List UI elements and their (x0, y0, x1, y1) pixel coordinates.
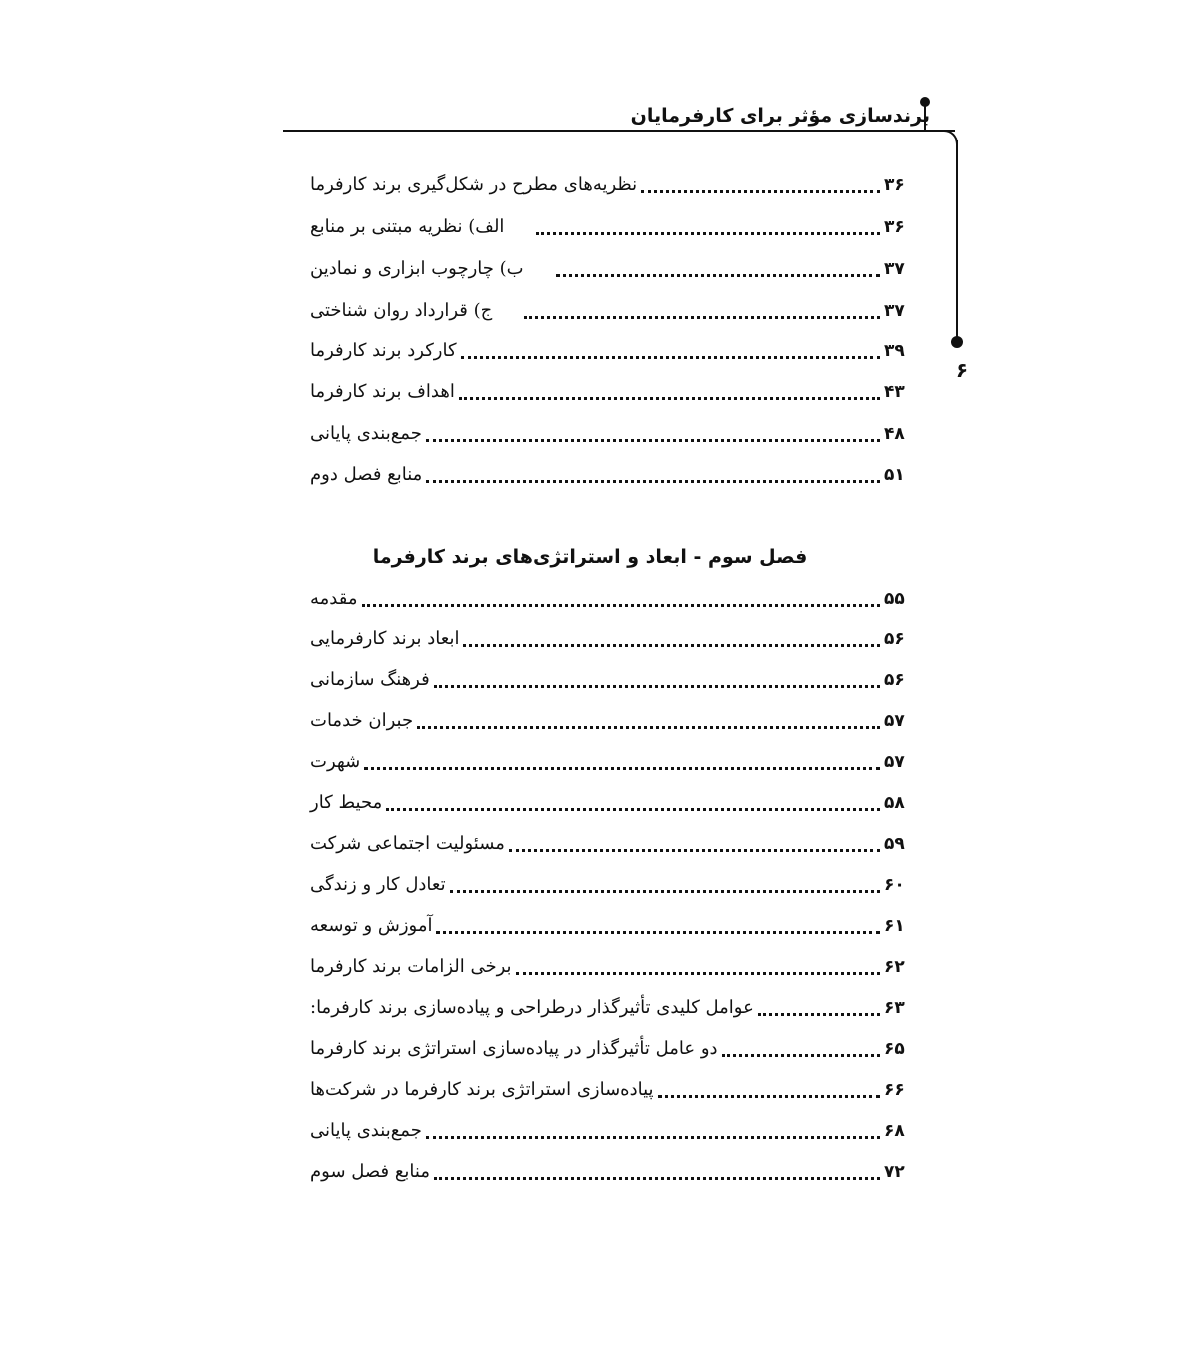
toc-entry-page: ۶۶ (884, 1080, 905, 1100)
toc-entry-page: ۵۱ (884, 465, 905, 485)
toc-entry-title: جبران خدمات (310, 710, 414, 731)
toc-entry-title: مسئولیت اجتماعی شرکت (310, 833, 505, 854)
toc-entry[interactable] (310, 294, 910, 328)
toc-entry-title: اهداف برند کارفرما (310, 381, 455, 402)
toc-entry[interactable] (310, 622, 910, 656)
dot-leader (426, 1136, 880, 1139)
dot-leader (362, 604, 881, 607)
toc-entry-title: تعادل کار و زندگی (310, 874, 446, 895)
toc-entry-page: ۶۳ (884, 998, 905, 1018)
toc-entry-title: دو عامل تأثیرگذار در پیاده‌سازی استراتژی برند کارفرما (310, 1038, 718, 1059)
toc-entry-page: ۴۳ (884, 382, 905, 402)
dot-leader (426, 439, 880, 442)
toc-entry[interactable] (310, 1114, 910, 1148)
side-rule (956, 140, 958, 340)
toc-entry[interactable] (310, 210, 910, 244)
toc-entry-title: جمع‌بندی پایانی (310, 423, 422, 444)
dot-leader (722, 1054, 880, 1057)
toc-entry[interactable] (310, 1073, 910, 1107)
dot-leader (434, 1177, 880, 1180)
toc-entry[interactable] (310, 991, 910, 1025)
toc-entry[interactable] (310, 827, 910, 861)
toc-entry-title: پیاده‌سازی استراتژی برند کارفرما در شرکت‌ها (310, 1079, 654, 1100)
toc-entry-page: ۷۲ (884, 1162, 905, 1182)
toc-entry-page: ۶۵ (884, 1039, 905, 1059)
dot-leader (658, 1095, 880, 1098)
toc-entry-title: آموزش و توسعه (310, 915, 433, 936)
toc-entry-title: کارکرد برند کارفرما (310, 340, 457, 361)
dot-leader (459, 397, 880, 400)
toc-entry-title: الف) نظریه مبتنی بر منابع (310, 216, 505, 237)
toc-entry-page: ۳۷ (884, 259, 905, 279)
toc-entry-title: فرهنگ سازمانی (310, 669, 430, 690)
toc-entry-title: ابعاد برند کارفرمایی (310, 628, 460, 649)
toc-entry-title: شهرت (310, 751, 361, 772)
chapter-heading: فصل سوم - ابعاد و استراتژی‌های برند کارفرما (372, 546, 808, 568)
toc-entry-page: ۵۸ (884, 793, 905, 813)
toc-entry[interactable] (310, 909, 910, 943)
toc-entry-title: ج) قرارداد روان شناختی (310, 300, 493, 321)
toc-entry[interactable] (310, 252, 910, 286)
toc-entry-title: ب) چارچوب ابزاری و نمادین (310, 258, 524, 279)
dot-leader (461, 356, 880, 359)
toc-entry-page: ۵۵ (884, 589, 905, 609)
toc-entry[interactable] (310, 745, 910, 779)
toc-entry-page: ۶۲ (884, 957, 905, 977)
toc-entry-title: نظریه‌های مطرح در شکل‌گیری برند کارفرما (310, 174, 638, 195)
dot-leader (434, 685, 880, 688)
running-title: برندسازی مؤثر برای کارفرمایان (630, 105, 930, 127)
header-rule (283, 130, 955, 132)
dot-leader (450, 890, 880, 893)
dot-leader (641, 190, 880, 193)
dot-leader (364, 767, 880, 770)
toc-entry-page: ۶۸ (884, 1121, 905, 1141)
toc-entry-page: ۴۸ (884, 424, 905, 444)
toc-entry-title: جمع‌بندی پایانی (310, 1120, 422, 1141)
toc-entry-page: ۳۶ (884, 175, 905, 195)
page-number: ۶ (955, 358, 969, 382)
toc-entry[interactable] (310, 704, 910, 738)
toc-entry[interactable] (310, 868, 910, 902)
dot-leader (426, 480, 880, 483)
dot-leader (417, 726, 880, 729)
toc-entry-page: ۶۱ (884, 916, 905, 936)
toc-entry[interactable] (310, 1032, 910, 1066)
toc-entry[interactable] (310, 1155, 910, 1189)
toc-entry-page: ۵۹ (884, 834, 905, 854)
dot-leader (524, 316, 880, 319)
toc-entry-page: ۳۹ (884, 341, 905, 361)
toc-entry[interactable] (310, 168, 910, 202)
toc-entry-page: ۳۷ (884, 301, 905, 321)
toc-entry[interactable] (310, 417, 910, 451)
toc-entry-title: برخی الزامات برند کارفرما (310, 956, 512, 977)
toc-entry[interactable] (310, 786, 910, 820)
toc-entry-page: ۵۷ (884, 711, 905, 731)
side-rule-dot (951, 336, 963, 348)
toc-entry-page: ۵۶ (884, 670, 905, 690)
toc-entry[interactable] (310, 375, 910, 409)
toc-entry[interactable] (310, 582, 910, 616)
toc-entry-page: ۳۶ (884, 217, 905, 237)
toc-entry-title: مقدمه (310, 588, 358, 609)
dot-leader (436, 931, 880, 934)
toc-entry[interactable] (310, 663, 910, 697)
toc-entry-page: ۵۷ (884, 752, 905, 772)
toc-entry-title: عوامل کلیدی تأثیرگذار درطراحی و پیاده‌سازی برند کارفرما: (310, 997, 754, 1018)
dot-leader (463, 644, 880, 647)
dot-leader (758, 1013, 880, 1016)
dot-leader (509, 849, 880, 852)
toc-entry[interactable] (310, 334, 910, 368)
toc-entry[interactable] (310, 950, 910, 984)
toc-entry[interactable] (310, 458, 910, 492)
dot-leader (516, 972, 880, 975)
dot-leader (386, 808, 880, 811)
toc-entry-title: منابع فصل سوم (310, 1161, 430, 1182)
toc-entry-title: محیط کار (310, 792, 383, 813)
toc-entry-title: منابع فصل دوم (310, 464, 423, 485)
dot-leader (536, 232, 880, 235)
toc-entry-page: ۵۶ (884, 629, 905, 649)
dot-leader (556, 274, 880, 277)
toc-entry-page: ۶۰ (884, 875, 905, 895)
